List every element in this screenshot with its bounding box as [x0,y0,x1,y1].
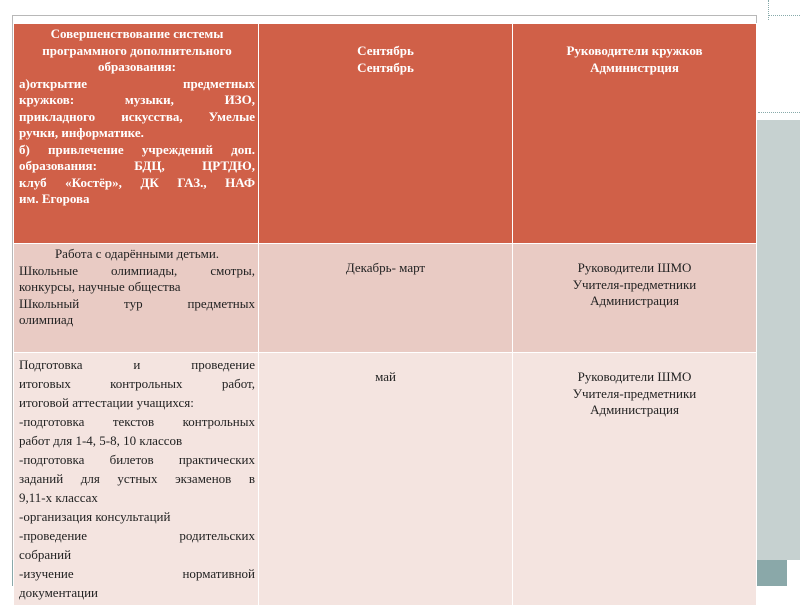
cell-line: -подготовка текстов контрольных [19,414,255,429]
cell-line: Учителя-предметники [572,385,697,401]
table-cell-date [259,24,513,244]
table-cell-activity [14,24,259,244]
cell-line: -изучение нормативной [19,566,255,581]
cell-line: Сентябрь [357,43,414,58]
cell-line: б) привлечение учреждений доп. [19,141,255,157]
table-cell-date [259,244,513,353]
cell-line: прикладного искусства, Умелые [19,108,255,124]
cell-line: -организация консультаций [19,509,171,524]
cell-line: клуб «Костёр», ДК ГАЗ., НАФ [19,174,255,190]
cell-line: Школьные олимпиады, смотры, [19,262,255,278]
cell-line: Руководители кружков [566,43,703,58]
cell-line: Администрация [590,402,679,417]
cell-line: Совершенствование системы [50,26,224,41]
table-cell-date [259,353,513,606]
cell-line: конкурсы, научные общества [19,279,181,294]
cell-line: 9,11-х классах [19,490,98,505]
table-cell-activity [14,353,259,606]
cell-line: Руководители ШМО [577,369,692,384]
table-cell-activity [14,244,259,353]
cell-line: Администрация [590,293,679,308]
cell-line: программного дополнительного [42,42,232,58]
table-row [14,244,757,353]
cell-line: -подготовка билетов практических [19,452,255,467]
table-cell-responsible [513,244,757,353]
cell-line: итоговой аттестации учащихся: [19,395,194,410]
table-row [14,353,757,606]
cell-line: собраний [19,547,72,562]
table-cell-responsible [513,353,757,606]
table-cell-responsible [513,24,757,244]
cell-line: Учителя-предметники [572,276,697,292]
cell-line: Работа с одарёнными детьми. [54,246,220,261]
cell-line: Школьный тур предметных [19,295,255,311]
corner-rule-horizontal [768,15,800,16]
cell-line: -проведение родительских [19,528,255,543]
cell-line: Декабрь- март [345,260,426,275]
cell-line: Руководители ШМО [577,260,692,275]
cell-line: ручки, информатике. [19,125,144,140]
cell-line: а)открытие предметных [19,75,255,91]
cell-line: олимпиад [19,312,74,327]
cell-line: май [375,369,396,384]
plan-table [13,23,757,606]
cell-line: им. Егорова [19,191,90,206]
table-row [14,24,757,244]
cell-line: образования: БДЦ, ЦРТДЮ, [19,158,255,173]
cell-line: заданий для устных экзаменов в [19,471,255,486]
cell-line: Подготовка и проведение [19,357,255,372]
cell-line: Сентябрь [357,59,414,75]
side-dotted-rule [758,112,800,113]
cell-line: работ для 1-4, 5-8, 10 классов [19,433,183,448]
cell-line: кружков: музыки, ИЗО, [19,92,255,107]
cell-line: Администрция [590,59,679,75]
cell-line: итоговых контрольных работ, [19,376,255,391]
cell-line: образования: [98,59,176,74]
cell-line: документации [19,585,99,600]
side-decor-strip [757,120,800,560]
corner-rule-vertical [768,0,769,20]
